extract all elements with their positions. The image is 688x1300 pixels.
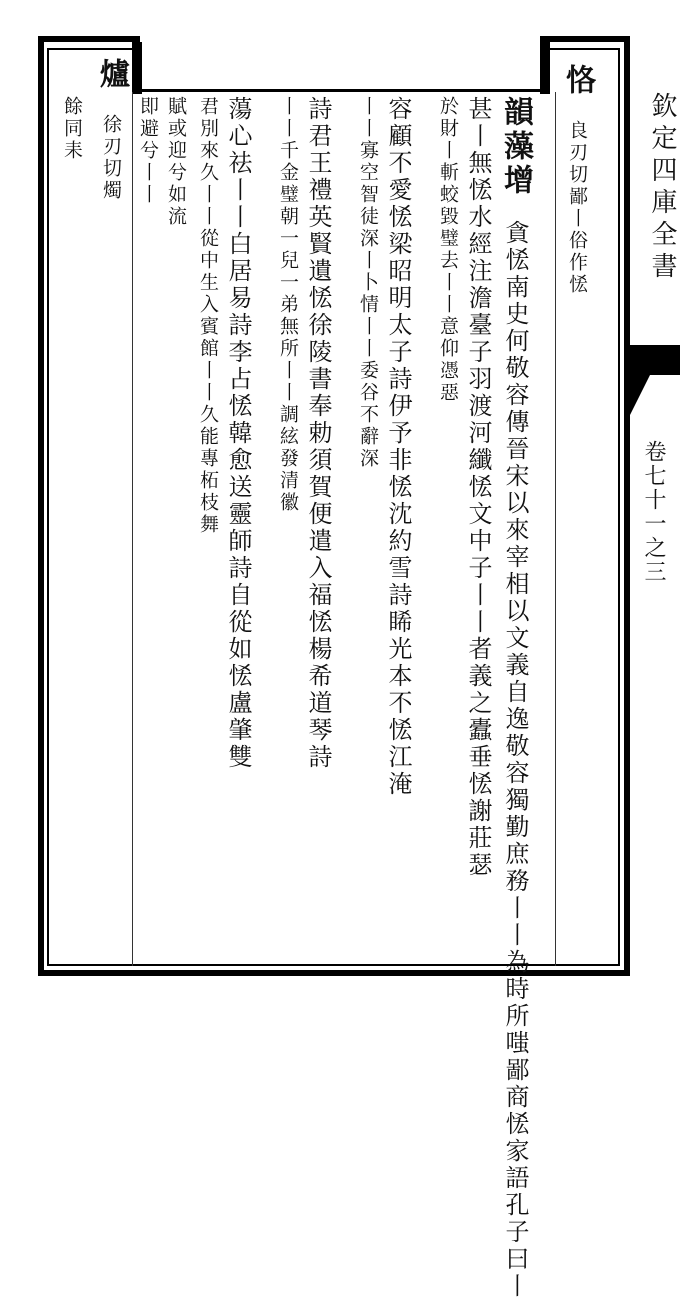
entry-column-9: [226, 96, 250, 771]
entry-column-3: [466, 96, 490, 879]
entry-column-4: [438, 96, 457, 404]
entry-column-6: [358, 96, 377, 470]
frame-notch-edge: [540, 42, 550, 94]
entry-note: 良刃切鄙丨俗作恡: [566, 120, 588, 296]
column-rule: [132, 92, 133, 966]
entry-column-10: [198, 96, 217, 536]
entry-column-13: [94, 58, 129, 202]
entry-column-8: [278, 96, 297, 514]
entry-note: 賦或迎兮如流: [165, 96, 187, 228]
entry-note: 餘同耒: [61, 96, 83, 162]
entry-column-1: [560, 64, 595, 296]
frame-notch-edge: [132, 42, 142, 94]
entry-column-7: [306, 96, 330, 771]
entry-note: 徐刃切燭: [100, 114, 122, 202]
entry-headword: 爐: [94, 58, 129, 92]
entry-note: 丨丨千金璧朝一兒一弟無所丨丨調絃發清徽: [277, 96, 299, 514]
entry-headword: 恪: [560, 64, 595, 98]
entry-column-12: [138, 96, 157, 206]
entry-text: 容顧不愛恡梁昭明太子詩伊予非恡沈約雪詩睎光本不恡江淹: [384, 96, 412, 798]
entry-note: 君別來久丨丨從中生入賓館丨丨久能專柘枝舞: [197, 96, 219, 536]
entry-text: 甚丨無恡水經注澹臺子羽渡河纖恡文中子丨丨者義之蠹垂恡謝莊瑟: [464, 96, 492, 879]
volume-label: 卷七十一之三: [641, 440, 666, 584]
entry-column-5: [386, 96, 410, 798]
entry-text: 蕩心祛丨丨白居易詩李占恡韓愈送靈師詩自從如恡盧肇雙: [224, 96, 252, 771]
entry-note: 於財丨斬蛟毀璧去丨丨意仰憑惡: [437, 96, 459, 404]
entry-text: 詩君王禮英賢遺恡徐陵書奉勅須賀便遣入福恡楊希道琴詩: [304, 96, 332, 771]
fish-tail-mark: [630, 375, 650, 415]
entry-text: 貪恡南史何敬容傳晉宋以來宰相以文義自逸敬容獨勤庶務丨丨為時所嗤鄙商恡家語孔子曰丨: [501, 220, 529, 1300]
entry-note: 丨丨寡空智徒深丨卜情丨丨委谷不辭深: [357, 96, 379, 470]
entry-column-11: [166, 96, 185, 228]
section-heading: 韻藻增: [498, 96, 533, 198]
fish-tail-mark: [630, 345, 680, 375]
frame-notch: [140, 36, 540, 92]
entry-column-14: [62, 96, 81, 162]
entry-note: 即避兮丨丨: [137, 96, 159, 206]
margin-rule: [628, 80, 630, 970]
entry-column-2: [498, 96, 533, 1300]
column-rule: [555, 92, 556, 966]
book-title: 欽定四庫全書: [647, 92, 677, 284]
